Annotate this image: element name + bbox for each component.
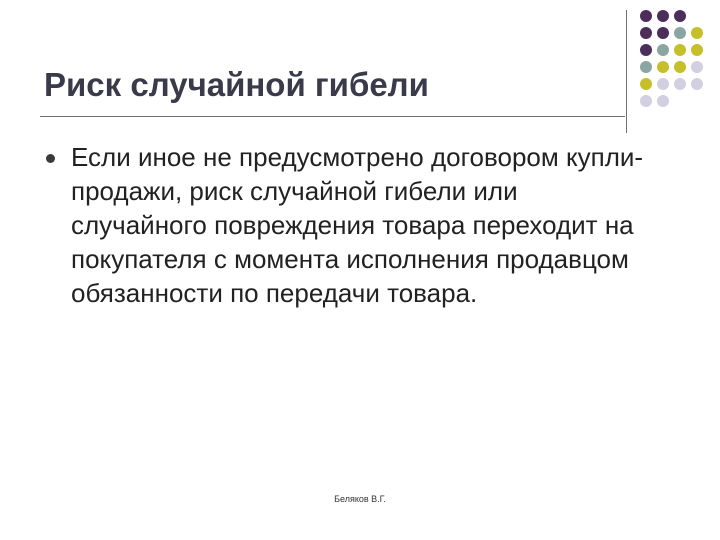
decorative-dot — [657, 61, 669, 73]
decorative-dot — [640, 78, 652, 90]
decorative-dot — [657, 95, 669, 107]
decorative-dot — [657, 78, 669, 90]
bullet-list — [44, 140, 654, 310]
decorative-dot — [674, 78, 686, 90]
bullet-text: Если иное не предусмотрено договором купли-продажи, риск случайной гибели или случайного повреждения товара переходит на покупателя с момента исполнения продавцом обязанности по передачи товара. — [71, 142, 644, 308]
bullet-item — [44, 140, 654, 310]
decorative-dot — [691, 78, 703, 90]
decorative-dot — [691, 27, 703, 39]
decorative-dot — [640, 27, 652, 39]
bullet-dot-icon — [46, 154, 55, 163]
footer-author: Беляков В.Г. — [334, 494, 386, 504]
decorative-dot — [640, 10, 652, 22]
decorative-dot — [691, 44, 703, 56]
title-divider — [40, 116, 625, 117]
decorative-dot — [640, 61, 652, 73]
decorative-dot — [674, 44, 686, 56]
decorative-dot — [657, 44, 669, 56]
decorative-dot-grid — [640, 10, 712, 120]
vertical-divider — [626, 10, 627, 133]
decorative-dot — [674, 10, 686, 22]
slide-title: Риск случайной гибели — [44, 66, 429, 103]
decorative-dot — [674, 61, 686, 73]
decorative-dot — [657, 10, 669, 22]
decorative-dot — [691, 61, 703, 73]
decorative-dot — [640, 95, 652, 107]
decorative-dot — [657, 27, 669, 39]
decorative-dot — [674, 27, 686, 39]
decorative-dot — [640, 44, 652, 56]
